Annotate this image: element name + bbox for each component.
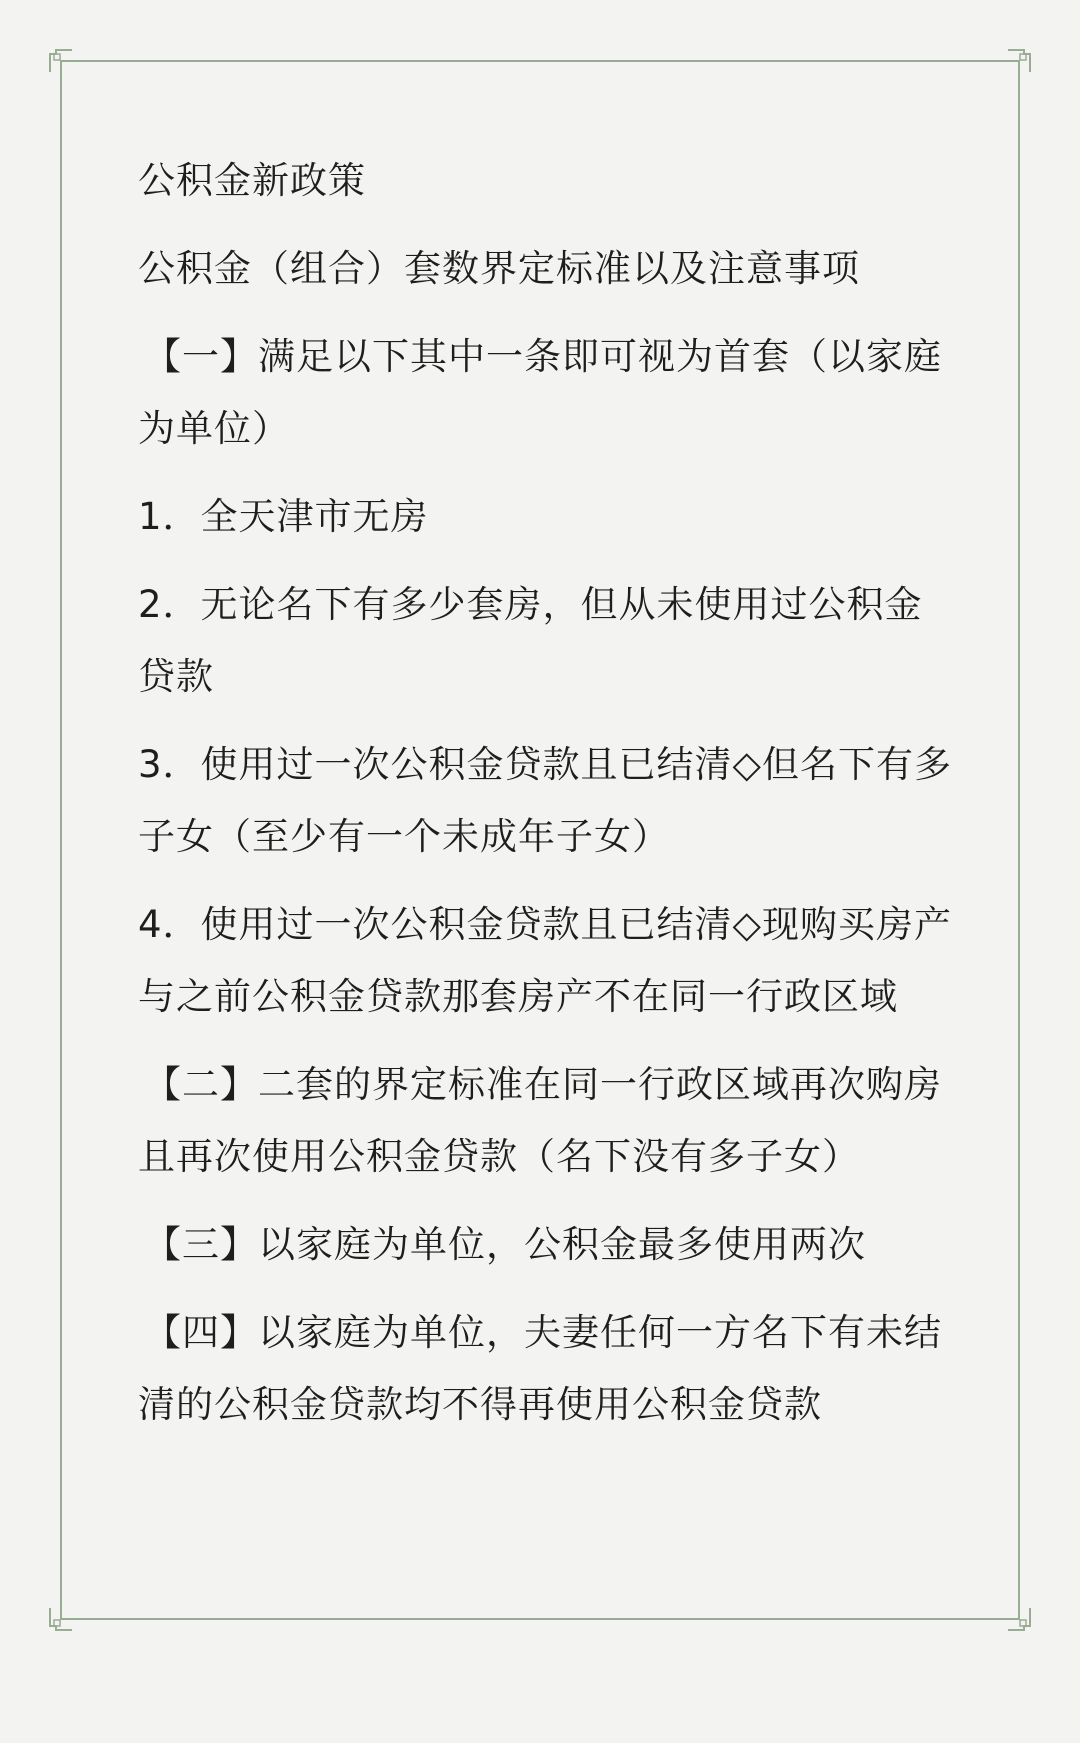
list-item-3: 3．使用过一次公积金贷款且已结清◇但名下有多子女（至少有一个未成年子女）	[138, 743, 952, 858]
frame-corner-ornament-icon	[1006, 1606, 1032, 1632]
document-body	[138, 145, 958, 1457]
doc-subtitle: 公积金（组合）套数界定标准以及注意事项	[138, 247, 860, 290]
list-item-1: 1．全天津市无房	[138, 495, 429, 538]
section-1-heading: 【一】满足以下其中一条即可视为首套（以家庭为单位）	[138, 335, 942, 450]
list-item-4: 4．使用过一次公积金贷款且已结清◇现购买房产与之前公积金贷款那套房产不在同一行政区域	[138, 903, 952, 1018]
frame-corner-ornament-icon	[48, 48, 74, 74]
list-item-2: 2．无论名下有多少套房，但从未使用过公积金贷款	[138, 583, 923, 698]
frame-corner-ornament-icon	[48, 1606, 74, 1632]
section-2: 【二】二套的界定标准在同一行政区域再次购房且再次使用公积金贷款（名下没有多子女）	[138, 1063, 942, 1178]
doc-title: 公积金新政策	[138, 159, 366, 202]
section-3: 【三】以家庭为单位，公积金最多使用两次	[144, 1223, 866, 1266]
frame-corner-ornament-icon	[1006, 48, 1032, 74]
section-4: 【四】以家庭为单位，夫妻任何一方名下有未结清的公积金贷款均不得再使用公积金贷款	[138, 1311, 942, 1426]
